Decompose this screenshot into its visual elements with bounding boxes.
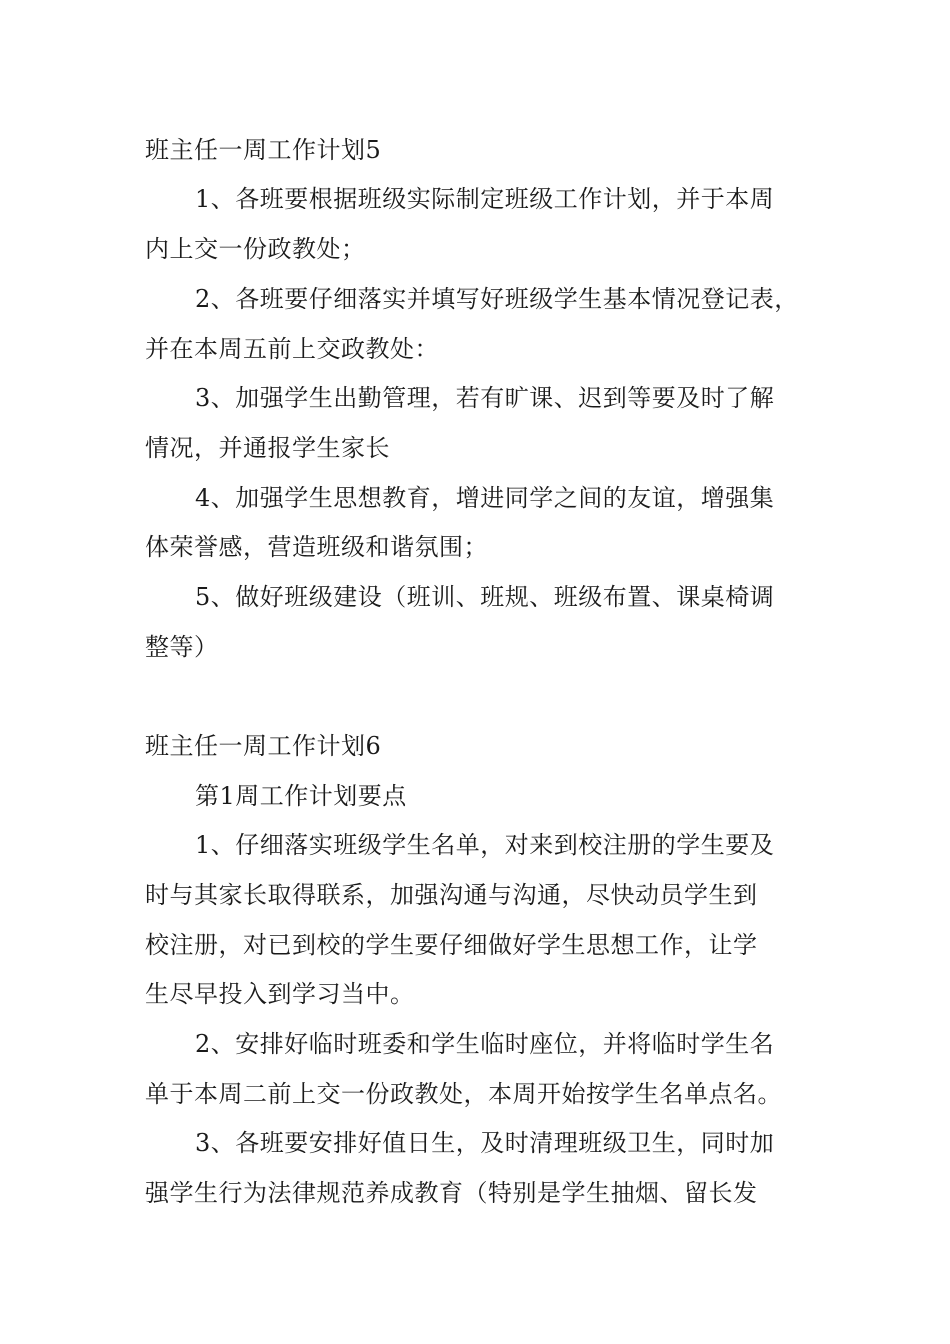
paragraph-line: 5、做好班级建设（班训、班规、班级布置、课桌椅调 (195, 583, 775, 611)
paragraph-line: 3、加强学生出勤管理，若有旷课、迟到等要及时了解 (195, 384, 775, 412)
section-heading: 班主任一周工作计划5 (145, 136, 382, 164)
paragraph-line: 内上交一份政教处； (145, 235, 366, 263)
paragraph-line: 4、加强学生思想教育，增进同学之间的友谊，增强集 (195, 484, 775, 512)
paragraph-line: 校注册，对已到校的学生要仔细做好学生思想工作，让学 (145, 931, 758, 959)
paragraph-line: 整等） (145, 633, 219, 661)
section-heading: 班主任一周工作计划6 (145, 732, 382, 760)
paragraph-line: 并在本周五前上交政教处： (145, 335, 439, 363)
paragraph-line: 情况，并通报学生家长 (145, 434, 390, 462)
paragraph-line: 体荣誉感，营造班级和谐氛围； (145, 533, 488, 561)
section-subheading: 第1周工作计划要点 (195, 782, 407, 810)
paragraph-line: 时与其家长取得联系，加强沟通与沟通，尽快动员学生到 (145, 881, 758, 909)
paragraph-line: 单于本周二前上交一份政教处，本周开始按学生名单点名。 (145, 1080, 782, 1108)
paragraph-line: 1、各班要根据班级实际制定班级工作计划，并于本周 (195, 185, 775, 213)
paragraph-line: 2、安排好临时班委和学生临时座位，并将临时学生名 (195, 1030, 775, 1058)
paragraph-line: 2、各班要仔细落实并填写好班级学生基本情况登记表， (195, 285, 799, 313)
paragraph-line: 3、各班要安排好值日生，及时清理班级卫生，同时加 (195, 1129, 775, 1157)
paragraph-line: 1、仔细落实班级学生名单，对来到校注册的学生要及 (195, 831, 775, 859)
paragraph-line: 强学生行为法律规范养成教育（特别是学生抽烟、留长发 (145, 1179, 758, 1207)
paragraph-line: 生尽早投入到学习当中。 (145, 980, 415, 1008)
